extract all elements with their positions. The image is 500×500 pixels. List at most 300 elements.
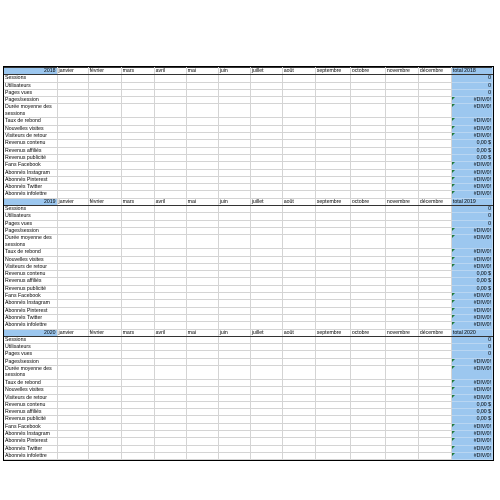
- data-cell[interactable]: [218, 293, 250, 300]
- data-cell[interactable]: [418, 293, 451, 300]
- month-header[interactable]: mars: [121, 329, 154, 336]
- data-cell[interactable]: [282, 365, 315, 379]
- data-cell[interactable]: [282, 249, 315, 256]
- data-cell[interactable]: [218, 75, 250, 82]
- total-cell[interactable]: 0,00 $: [451, 271, 492, 278]
- data-cell[interactable]: [186, 452, 218, 459]
- data-cell[interactable]: [218, 256, 250, 263]
- data-cell[interactable]: [418, 104, 451, 118]
- year-label[interactable]: 2018: [4, 68, 57, 75]
- data-cell[interactable]: [121, 351, 154, 358]
- data-cell[interactable]: [121, 125, 154, 132]
- data-cell[interactable]: [186, 438, 218, 445]
- data-cell[interactable]: [57, 394, 88, 401]
- data-cell[interactable]: [88, 336, 121, 343]
- data-cell[interactable]: [250, 307, 282, 314]
- data-cell[interactable]: [350, 344, 385, 351]
- total-cell[interactable]: 0,00 $: [451, 140, 492, 147]
- data-cell[interactable]: [350, 256, 385, 263]
- data-cell[interactable]: [186, 154, 218, 161]
- data-cell[interactable]: [57, 75, 88, 82]
- data-cell[interactable]: [250, 191, 282, 198]
- data-cell[interactable]: [315, 169, 350, 176]
- data-cell[interactable]: [250, 278, 282, 285]
- metric-label[interactable]: Pages/session: [4, 358, 57, 365]
- month-header[interactable]: mars: [121, 198, 154, 205]
- data-cell[interactable]: [350, 220, 385, 227]
- data-cell[interactable]: [121, 300, 154, 307]
- data-cell[interactable]: [282, 125, 315, 132]
- metric-label[interactable]: Durée moyenne des sessions: [4, 235, 57, 249]
- data-cell[interactable]: [282, 409, 315, 416]
- total-cell[interactable]: #DIV/0!: [451, 445, 492, 452]
- data-cell[interactable]: [385, 365, 418, 379]
- data-cell[interactable]: [218, 235, 250, 249]
- total-cell[interactable]: #DIV/0!: [451, 438, 492, 445]
- data-cell[interactable]: [218, 169, 250, 176]
- month-header[interactable]: janvier: [57, 198, 88, 205]
- data-cell[interactable]: [350, 89, 385, 96]
- total-cell[interactable]: #DIV/0!: [451, 322, 492, 329]
- metric-label[interactable]: Sessions: [4, 75, 57, 82]
- month-header[interactable]: avril: [154, 329, 186, 336]
- metric-label[interactable]: Revenus publicité: [4, 285, 57, 292]
- month-header[interactable]: août: [282, 198, 315, 205]
- data-cell[interactable]: [154, 75, 186, 82]
- data-cell[interactable]: [154, 227, 186, 234]
- data-cell[interactable]: [385, 416, 418, 423]
- data-cell[interactable]: [282, 445, 315, 452]
- year-label[interactable]: 2020: [4, 329, 57, 336]
- data-cell[interactable]: [154, 445, 186, 452]
- data-cell[interactable]: [315, 452, 350, 459]
- data-cell[interactable]: [186, 401, 218, 408]
- data-cell[interactable]: [385, 213, 418, 220]
- data-cell[interactable]: [186, 322, 218, 329]
- metric-label[interactable]: Taux de rebond: [4, 379, 57, 386]
- data-cell[interactable]: [350, 379, 385, 386]
- total-cell[interactable]: #DIV/0!: [451, 133, 492, 140]
- data-cell[interactable]: [88, 307, 121, 314]
- data-cell[interactable]: [250, 379, 282, 386]
- data-cell[interactable]: [418, 147, 451, 154]
- metric-label[interactable]: Revenus contenu: [4, 271, 57, 278]
- data-cell[interactable]: [121, 82, 154, 89]
- data-cell[interactable]: [418, 401, 451, 408]
- data-cell[interactable]: [282, 213, 315, 220]
- data-cell[interactable]: [186, 206, 218, 213]
- data-cell[interactable]: [186, 409, 218, 416]
- data-cell[interactable]: [154, 285, 186, 292]
- data-cell[interactable]: [88, 89, 121, 96]
- data-cell[interactable]: [250, 118, 282, 125]
- data-cell[interactable]: [218, 140, 250, 147]
- month-header[interactable]: avril: [154, 198, 186, 205]
- data-cell[interactable]: [218, 154, 250, 161]
- total-cell[interactable]: 0: [451, 75, 492, 82]
- data-cell[interactable]: [250, 184, 282, 191]
- data-cell[interactable]: [385, 351, 418, 358]
- data-cell[interactable]: [282, 133, 315, 140]
- data-cell[interactable]: [154, 416, 186, 423]
- data-cell[interactable]: [418, 227, 451, 234]
- data-cell[interactable]: [350, 169, 385, 176]
- data-cell[interactable]: [154, 235, 186, 249]
- data-cell[interactable]: [250, 387, 282, 394]
- metric-label[interactable]: Pages vues: [4, 351, 57, 358]
- data-cell[interactable]: [186, 263, 218, 270]
- data-cell[interactable]: [218, 394, 250, 401]
- data-cell[interactable]: [57, 271, 88, 278]
- data-cell[interactable]: [350, 162, 385, 169]
- month-header[interactable]: juillet: [250, 329, 282, 336]
- data-cell[interactable]: [88, 351, 121, 358]
- data-cell[interactable]: [418, 358, 451, 365]
- data-cell[interactable]: [418, 220, 451, 227]
- data-cell[interactable]: [250, 133, 282, 140]
- data-cell[interactable]: [418, 118, 451, 125]
- data-cell[interactable]: [418, 365, 451, 379]
- data-cell[interactable]: [154, 394, 186, 401]
- data-cell[interactable]: [418, 191, 451, 198]
- total-cell[interactable]: #DIV/0!: [451, 423, 492, 430]
- data-cell[interactable]: [282, 314, 315, 321]
- data-cell[interactable]: [154, 438, 186, 445]
- month-header[interactable]: juillet: [250, 198, 282, 205]
- data-cell[interactable]: [250, 431, 282, 438]
- data-cell[interactable]: [250, 344, 282, 351]
- data-cell[interactable]: [88, 220, 121, 227]
- data-cell[interactable]: [250, 125, 282, 132]
- data-cell[interactable]: [350, 125, 385, 132]
- month-header[interactable]: décembre: [418, 68, 451, 75]
- data-cell[interactable]: [57, 97, 88, 104]
- data-cell[interactable]: [385, 307, 418, 314]
- data-cell[interactable]: [57, 118, 88, 125]
- data-cell[interactable]: [154, 365, 186, 379]
- data-cell[interactable]: [154, 358, 186, 365]
- data-cell[interactable]: [88, 358, 121, 365]
- data-cell[interactable]: [57, 162, 88, 169]
- data-cell[interactable]: [154, 213, 186, 220]
- data-cell[interactable]: [218, 82, 250, 89]
- data-cell[interactable]: [315, 314, 350, 321]
- data-cell[interactable]: [121, 278, 154, 285]
- data-cell[interactable]: [121, 387, 154, 394]
- data-cell[interactable]: [385, 314, 418, 321]
- data-cell[interactable]: [418, 97, 451, 104]
- data-cell[interactable]: [57, 235, 88, 249]
- data-cell[interactable]: [154, 125, 186, 132]
- data-cell[interactable]: [385, 140, 418, 147]
- data-cell[interactable]: [315, 271, 350, 278]
- data-cell[interactable]: [186, 351, 218, 358]
- data-cell[interactable]: [350, 263, 385, 270]
- data-cell[interactable]: [418, 431, 451, 438]
- data-cell[interactable]: [250, 358, 282, 365]
- metric-label[interactable]: Abonnés Pinterest: [4, 438, 57, 445]
- data-cell[interactable]: [121, 213, 154, 220]
- data-cell[interactable]: [121, 445, 154, 452]
- data-cell[interactable]: [121, 176, 154, 183]
- data-cell[interactable]: [186, 184, 218, 191]
- data-cell[interactable]: [218, 322, 250, 329]
- data-cell[interactable]: [315, 125, 350, 132]
- data-cell[interactable]: [282, 154, 315, 161]
- total-cell[interactable]: #DIV/0!: [451, 300, 492, 307]
- data-cell[interactable]: [57, 416, 88, 423]
- data-cell[interactable]: [315, 220, 350, 227]
- data-cell[interactable]: [154, 263, 186, 270]
- data-cell[interactable]: [282, 423, 315, 430]
- data-cell[interactable]: [315, 365, 350, 379]
- metric-label[interactable]: Sessions: [4, 336, 57, 343]
- metric-label[interactable]: Abonnés Pinterest: [4, 176, 57, 183]
- data-cell[interactable]: [418, 300, 451, 307]
- data-cell[interactable]: [315, 176, 350, 183]
- data-cell[interactable]: [57, 263, 88, 270]
- data-cell[interactable]: [250, 394, 282, 401]
- data-cell[interactable]: [250, 235, 282, 249]
- data-cell[interactable]: [121, 431, 154, 438]
- data-cell[interactable]: [315, 394, 350, 401]
- data-cell[interactable]: [218, 431, 250, 438]
- data-cell[interactable]: [88, 118, 121, 125]
- total-cell[interactable]: #DIV/0!: [451, 169, 492, 176]
- data-cell[interactable]: [282, 401, 315, 408]
- total-cell[interactable]: #DIV/0!: [451, 184, 492, 191]
- data-cell[interactable]: [186, 423, 218, 430]
- data-cell[interactable]: [57, 409, 88, 416]
- data-cell[interactable]: [385, 206, 418, 213]
- total-cell[interactable]: #DIV/0!: [451, 431, 492, 438]
- data-cell[interactable]: [418, 184, 451, 191]
- data-cell[interactable]: [350, 358, 385, 365]
- total-cell[interactable]: 0,00 $: [451, 154, 492, 161]
- metric-label[interactable]: Pages/session: [4, 97, 57, 104]
- data-cell[interactable]: [88, 344, 121, 351]
- data-cell[interactable]: [282, 256, 315, 263]
- data-cell[interactable]: [385, 358, 418, 365]
- data-cell[interactable]: [385, 82, 418, 89]
- data-cell[interactable]: [121, 256, 154, 263]
- data-cell[interactable]: [385, 445, 418, 452]
- month-header[interactable]: avril: [154, 68, 186, 75]
- data-cell[interactable]: [57, 227, 88, 234]
- data-cell[interactable]: [418, 322, 451, 329]
- data-cell[interactable]: [121, 191, 154, 198]
- data-cell[interactable]: [418, 206, 451, 213]
- data-cell[interactable]: [186, 387, 218, 394]
- data-cell[interactable]: [350, 184, 385, 191]
- data-cell[interactable]: [218, 336, 250, 343]
- data-cell[interactable]: [186, 227, 218, 234]
- data-cell[interactable]: [186, 97, 218, 104]
- data-cell[interactable]: [385, 271, 418, 278]
- data-cell[interactable]: [385, 169, 418, 176]
- data-cell[interactable]: [121, 249, 154, 256]
- data-cell[interactable]: [418, 263, 451, 270]
- data-cell[interactable]: [385, 293, 418, 300]
- data-cell[interactable]: [315, 256, 350, 263]
- data-cell[interactable]: [88, 249, 121, 256]
- data-cell[interactable]: [121, 438, 154, 445]
- data-cell[interactable]: [282, 300, 315, 307]
- data-cell[interactable]: [350, 133, 385, 140]
- data-cell[interactable]: [350, 249, 385, 256]
- data-cell[interactable]: [88, 154, 121, 161]
- data-cell[interactable]: [385, 431, 418, 438]
- metric-label[interactable]: Fans Facebook: [4, 423, 57, 430]
- data-cell[interactable]: [418, 235, 451, 249]
- data-cell[interactable]: [57, 336, 88, 343]
- data-cell[interactable]: [186, 445, 218, 452]
- data-cell[interactable]: [88, 82, 121, 89]
- data-cell[interactable]: [121, 394, 154, 401]
- data-cell[interactable]: [88, 213, 121, 220]
- data-cell[interactable]: [57, 314, 88, 321]
- metric-label[interactable]: Abonnés Pinterest: [4, 307, 57, 314]
- data-cell[interactable]: [282, 147, 315, 154]
- data-cell[interactable]: [121, 365, 154, 379]
- data-cell[interactable]: [154, 140, 186, 147]
- data-cell[interactable]: [121, 423, 154, 430]
- data-cell[interactable]: [186, 133, 218, 140]
- data-cell[interactable]: [315, 118, 350, 125]
- data-cell[interactable]: [282, 104, 315, 118]
- data-cell[interactable]: [88, 394, 121, 401]
- data-cell[interactable]: [88, 147, 121, 154]
- data-cell[interactable]: [154, 104, 186, 118]
- data-cell[interactable]: [418, 278, 451, 285]
- data-cell[interactable]: [57, 423, 88, 430]
- data-cell[interactable]: [88, 387, 121, 394]
- data-cell[interactable]: [282, 140, 315, 147]
- data-cell[interactable]: [250, 416, 282, 423]
- data-cell[interactable]: [250, 206, 282, 213]
- data-cell[interactable]: [315, 154, 350, 161]
- data-cell[interactable]: [154, 191, 186, 198]
- data-cell[interactable]: [250, 75, 282, 82]
- total-cell[interactable]: 0,00 $: [451, 278, 492, 285]
- metric-label[interactable]: Revenus affiliés: [4, 278, 57, 285]
- month-header[interactable]: décembre: [418, 329, 451, 336]
- data-cell[interactable]: [186, 213, 218, 220]
- data-cell[interactable]: [57, 300, 88, 307]
- metric-label[interactable]: Abonnés Twitter: [4, 445, 57, 452]
- data-cell[interactable]: [315, 431, 350, 438]
- data-cell[interactable]: [418, 387, 451, 394]
- year-label[interactable]: 2019: [4, 198, 57, 205]
- data-cell[interactable]: [154, 322, 186, 329]
- data-cell[interactable]: [418, 89, 451, 96]
- metric-label[interactable]: Pages vues: [4, 220, 57, 227]
- metric-label[interactable]: Abonnés Twitter: [4, 184, 57, 191]
- total-cell[interactable]: 0,00 $: [451, 401, 492, 408]
- data-cell[interactable]: [121, 97, 154, 104]
- metric-label[interactable]: Abonnés Instagram: [4, 300, 57, 307]
- total-cell[interactable]: #DIV/0!: [451, 249, 492, 256]
- total-cell[interactable]: #DIV/0!: [451, 176, 492, 183]
- data-cell[interactable]: [218, 314, 250, 321]
- data-cell[interactable]: [350, 351, 385, 358]
- data-cell[interactable]: [88, 438, 121, 445]
- data-cell[interactable]: [121, 379, 154, 386]
- data-cell[interactable]: [121, 271, 154, 278]
- data-cell[interactable]: [186, 293, 218, 300]
- data-cell[interactable]: [315, 387, 350, 394]
- data-cell[interactable]: [186, 125, 218, 132]
- data-cell[interactable]: [350, 97, 385, 104]
- data-cell[interactable]: [57, 147, 88, 154]
- data-cell[interactable]: [218, 213, 250, 220]
- data-cell[interactable]: [218, 278, 250, 285]
- data-cell[interactable]: [250, 452, 282, 459]
- data-cell[interactable]: [121, 154, 154, 161]
- data-cell[interactable]: [315, 307, 350, 314]
- total-cell[interactable]: #DIV/0!: [451, 307, 492, 314]
- total-cell[interactable]: #DIV/0!: [451, 365, 492, 379]
- data-cell[interactable]: [385, 401, 418, 408]
- data-cell[interactable]: [186, 75, 218, 82]
- data-cell[interactable]: [315, 140, 350, 147]
- data-cell[interactable]: [282, 176, 315, 183]
- data-cell[interactable]: [88, 206, 121, 213]
- data-cell[interactable]: [315, 409, 350, 416]
- data-cell[interactable]: [385, 322, 418, 329]
- data-cell[interactable]: [154, 379, 186, 386]
- data-cell[interactable]: [154, 249, 186, 256]
- total-cell[interactable]: #DIV/0!: [451, 387, 492, 394]
- total-cell[interactable]: 0,00 $: [451, 416, 492, 423]
- total-cell[interactable]: #DIV/0!: [451, 227, 492, 234]
- data-cell[interactable]: [282, 322, 315, 329]
- total-cell[interactable]: #DIV/0!: [451, 191, 492, 198]
- data-cell[interactable]: [88, 401, 121, 408]
- month-header[interactable]: janvier: [57, 68, 88, 75]
- data-cell[interactable]: [186, 416, 218, 423]
- data-cell[interactable]: [282, 263, 315, 270]
- data-cell[interactable]: [88, 300, 121, 307]
- data-cell[interactable]: [350, 154, 385, 161]
- data-cell[interactable]: [186, 89, 218, 96]
- data-cell[interactable]: [57, 133, 88, 140]
- data-cell[interactable]: [57, 154, 88, 161]
- data-cell[interactable]: [250, 445, 282, 452]
- data-cell[interactable]: [250, 438, 282, 445]
- data-cell[interactable]: [350, 300, 385, 307]
- data-cell[interactable]: [385, 387, 418, 394]
- data-cell[interactable]: [350, 140, 385, 147]
- data-cell[interactable]: [57, 249, 88, 256]
- data-cell[interactable]: [57, 82, 88, 89]
- data-cell[interactable]: [315, 97, 350, 104]
- data-cell[interactable]: [385, 300, 418, 307]
- data-cell[interactable]: [350, 82, 385, 89]
- data-cell[interactable]: [250, 285, 282, 292]
- data-cell[interactable]: [218, 438, 250, 445]
- data-cell[interactable]: [315, 89, 350, 96]
- data-cell[interactable]: [418, 307, 451, 314]
- data-cell[interactable]: [218, 125, 250, 132]
- data-cell[interactable]: [282, 285, 315, 292]
- data-cell[interactable]: [218, 300, 250, 307]
- metric-label[interactable]: Fans Facebook: [4, 293, 57, 300]
- data-cell[interactable]: [282, 184, 315, 191]
- data-cell[interactable]: [186, 336, 218, 343]
- data-cell[interactable]: [218, 307, 250, 314]
- data-cell[interactable]: [385, 336, 418, 343]
